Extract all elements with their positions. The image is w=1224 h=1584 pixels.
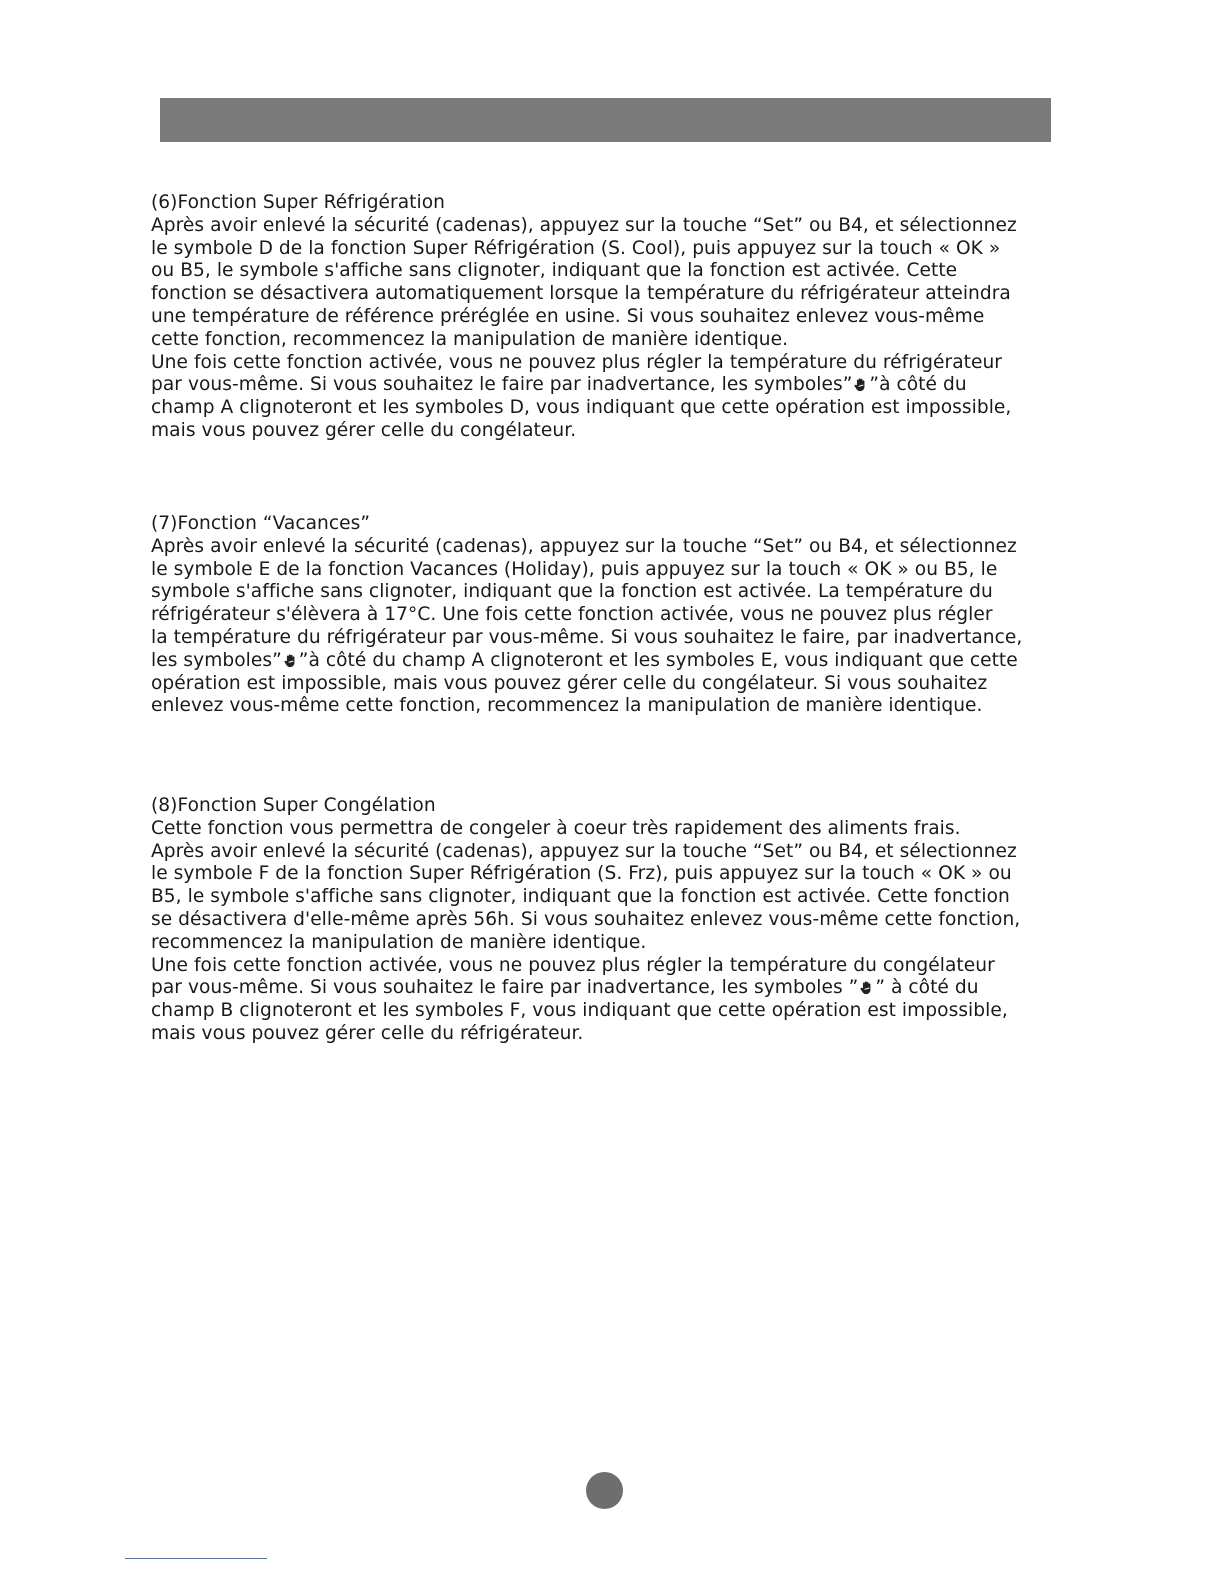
paragraph-line: B5, le symbole s'affiche sans clignoter, indiquant que la fonction est activée. Cette fonction — [151, 886, 1010, 908]
paragraph-line: Après avoir enlevé la sécurité (cadenas), appuyez sur la touche “Set” ou B4, et sélectionnez — [151, 214, 1017, 236]
paragraph-line: opération est impossible, mais vous pouvez gérer celle du congélateur. Si vous souhaitez — [151, 672, 988, 694]
hand-symbol-icon — [859, 980, 874, 995]
paragraph-line: champ A clignoteront et les symboles D, vous indiquant que cette opération est impossible, — [151, 397, 1012, 419]
paragraph-line: enlevez vous-même cette fonction, recommencez la manipulation de manière identique. — [151, 695, 983, 717]
section-heading: (7)Fonction “Vacances” — [151, 513, 371, 534]
paragraph-line: se désactivera d'elle-même après 56h. Si vous souhaitez enlevez vous-même cette fonction, — [151, 908, 1021, 930]
section-heading: (6)Fonction Super Réfrigération — [151, 192, 445, 213]
paragraph-line: une température de référence préréglée en usine. Si vous souhaitez enlevez vous-même — [151, 305, 985, 327]
paragraph-line: mais vous pouvez gérer celle du congélateur. — [151, 419, 577, 441]
paragraph-line: réfrigérateur s'élèvera à 17°C. Une fois cette fonction activée, vous ne pouvez plus régler — [151, 604, 993, 626]
paragraph-line: fonction se désactivera automatiquement lorsque la température du réfrigérateur atteindra — [151, 283, 1011, 305]
footer-rule — [125, 1558, 267, 1559]
section-super-congelation — [151, 795, 1071, 1046]
paragraph-line: le symbole F de la fonction Super Réfrigération (S. Frz), puis appuyez sur la touch « OK » ou — [151, 863, 1012, 885]
paragraph-line: Cette fonction vous permettra de congeler à coeur très rapidement des aliments frais. — [151, 817, 961, 839]
line-text-before-icon: les symboles” — [151, 649, 282, 671]
hand-symbol-icon — [283, 653, 298, 668]
paragraph-line: cette fonction, recommencez la manipulation de manière identique. — [151, 328, 789, 350]
paragraph-line: symbole s'affiche sans clignoter, indiquant que la fonction est activée. La température du — [151, 581, 993, 603]
paragraph-line-with-icon — [151, 977, 1071, 1000]
paragraph-line: Après avoir enlevé la sécurité (cadenas), appuyez sur la touche “Set” ou B4, et sélectionnez — [151, 840, 1017, 862]
paragraph-line: mais vous pouvez gérer celle du réfrigérateur. — [151, 1022, 584, 1044]
section-super-refrigeration — [151, 192, 1071, 443]
section-heading: (8)Fonction Super Congélation — [151, 795, 436, 816]
hand-symbol-icon — [853, 377, 868, 392]
paragraph-line-with-icon — [151, 374, 1071, 397]
line-text-before-icon: par vous-même. Si vous souhaitez le faire par inadvertance, les symboles ” — [151, 977, 859, 999]
paragraph-line: Une fois cette fonction activée, vous ne pouvez plus régler la température du réfrigérateur — [151, 351, 1002, 373]
paragraph-line: le symbole E de la fonction Vacances (Holiday), puis appuyez sur la touch « OK » ou B5, le — [151, 558, 998, 580]
line-text-before-icon: par vous-même. Si vous souhaitez le faire par inadvertance, les symboles” — [151, 374, 853, 396]
line-text-after-icon: ”à côté du — [869, 374, 967, 396]
paragraph-line: ou B5, le symbole s'affiche sans clignoter, indiquant que la fonction est activée. Cette — [151, 260, 958, 282]
paragraph-line: Une fois cette fonction activée, vous ne pouvez plus régler la température du congélateur — [151, 954, 995, 976]
paragraph-line: le symbole D de la fonction Super Réfrigération (S. Cool), puis appuyez sur la touch « OK » — [151, 237, 1001, 259]
paragraph-line: Après avoir enlevé la sécurité (cadenas), appuyez sur la touche “Set” ou B4, et sélectionnez — [151, 535, 1017, 557]
paragraph-line-with-icon — [151, 650, 1071, 673]
page-number-dot — [586, 1472, 623, 1509]
section-vacances — [151, 513, 1071, 718]
line-text-after-icon: ”à côté du champ A clignoteront et les symboles E, vous indiquant que cette — [298, 649, 1018, 671]
paragraph-line: la température du réfrigérateur par vous-même. Si vous souhaitez le faire, par inadvertance, — [151, 626, 1023, 648]
line-text-after-icon: ” à côté du — [875, 977, 979, 999]
header-bar — [160, 98, 1051, 142]
paragraph-line: recommencez la manipulation de manière identique. — [151, 931, 647, 953]
paragraph-line: champ B clignoteront et les symboles F, vous indiquant que cette opération est impossible, — [151, 1000, 1008, 1022]
